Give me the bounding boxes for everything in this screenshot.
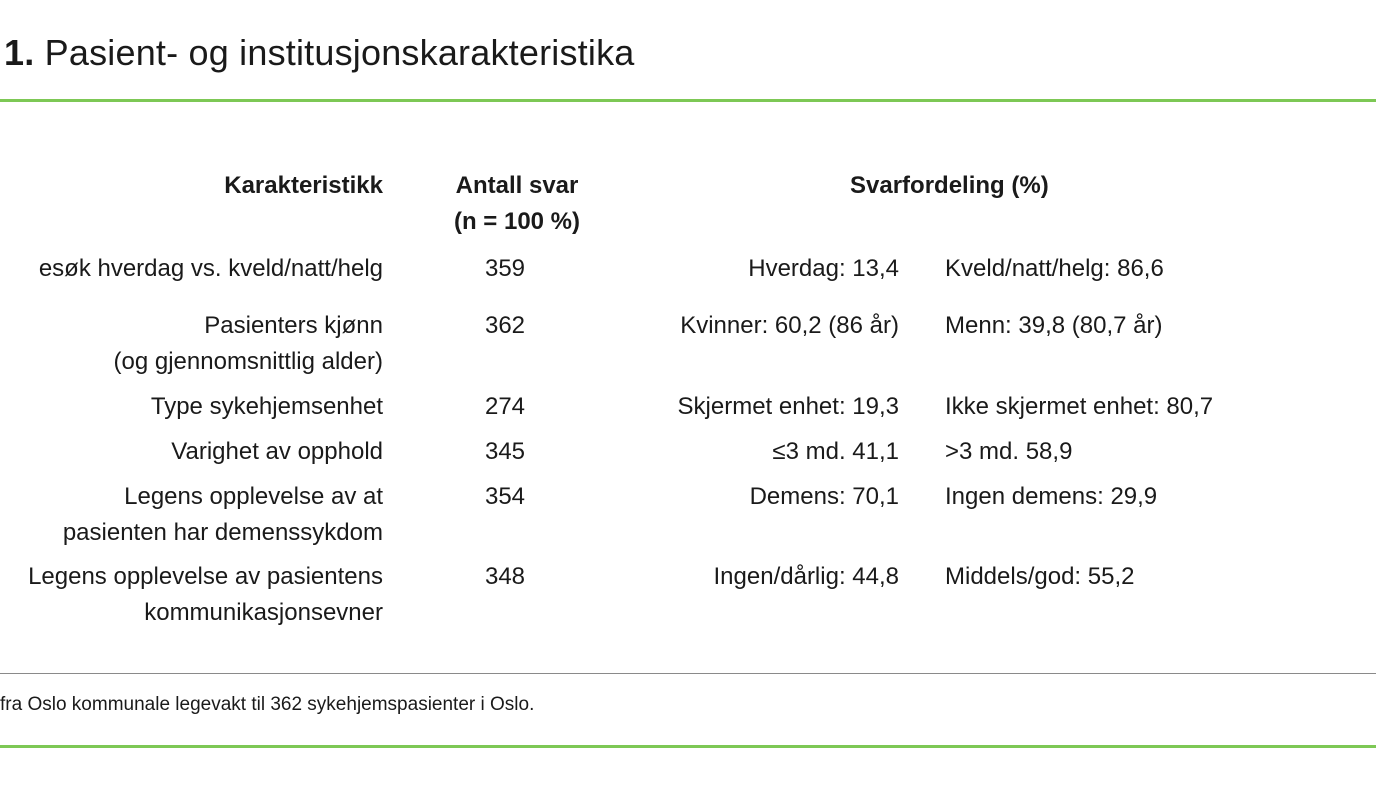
table-footnote: fra Oslo kommunale legevakt til 362 sykehjemspasienter i Oslo.: [0, 694, 535, 715]
row-label-line1: Type sykehjemsenhet: [150, 393, 383, 420]
row-value-a: Skjermet enhet: 19,3: [677, 393, 899, 420]
row-value-a: Demens: 70,1: [749, 483, 899, 510]
row-label: [63, 479, 383, 551]
header-count-line1: Antall svar: [455, 172, 579, 199]
row-label: [114, 308, 383, 380]
row-label-line1: esøk hverdag vs. kveld/natt/helg: [38, 255, 383, 282]
header-count-line2: (n = 100 %): [453, 208, 581, 235]
row-value-b: Menn: 39,8 (80,7 år): [945, 312, 1163, 339]
table-title: [4, 32, 635, 74]
row-value-a: Ingen/dårlig: 44,8: [713, 563, 899, 590]
table-number: 1.: [4, 32, 35, 73]
row-count: 274: [484, 393, 526, 420]
row-label-line2: (og gjennomsnittlig alder): [113, 348, 383, 375]
row-value-a: Kvinner: 60,2 (86 år): [680, 312, 899, 339]
row-label-line1: Varighet av opphold: [171, 438, 383, 465]
row-count: 345: [484, 438, 526, 465]
header-distribution: Svarfordeling (%): [850, 172, 1049, 199]
row-count: 354: [484, 483, 526, 510]
row-value-b: Ikke skjermet enhet: 80,7: [945, 393, 1214, 420]
top-green-rule: [0, 99, 1376, 102]
row-value-b: Middels/god: 55,2: [945, 563, 1135, 590]
row-value-a: ≤3 md. 41,1: [772, 438, 899, 465]
row-count: 359: [484, 255, 526, 282]
row-value-b: Kveld/natt/helg: 86,6: [945, 255, 1164, 282]
table-title-text: Pasient- og institusjonskarakteristika: [44, 32, 635, 73]
row-label: [171, 434, 383, 470]
row-label: [151, 389, 383, 425]
header-count: [447, 168, 587, 240]
row-value-a: Hverdag: 13,4: [748, 255, 899, 282]
row-label: [39, 251, 383, 287]
row-label-line1: Legens opplevelse av pasientens: [28, 563, 383, 590]
row-count: 362: [484, 312, 526, 339]
row-value-b: >3 md. 58,9: [945, 438, 1073, 465]
row-label-line2: pasienten har demenssykdom: [62, 519, 383, 546]
header-characteristic: Karakteristikk: [224, 172, 383, 199]
footnote-divider: [0, 673, 1376, 674]
row-label: [28, 559, 383, 631]
row-count: 348: [484, 563, 526, 590]
row-label-line1: Pasienters kjønn: [204, 312, 383, 339]
bottom-green-rule: [0, 745, 1376, 748]
row-label-line1: Legens opplevelse av at: [124, 483, 383, 510]
row-value-b: Ingen demens: 29,9: [945, 483, 1158, 510]
row-label-line2: kommunikasjonsevner: [144, 599, 383, 626]
